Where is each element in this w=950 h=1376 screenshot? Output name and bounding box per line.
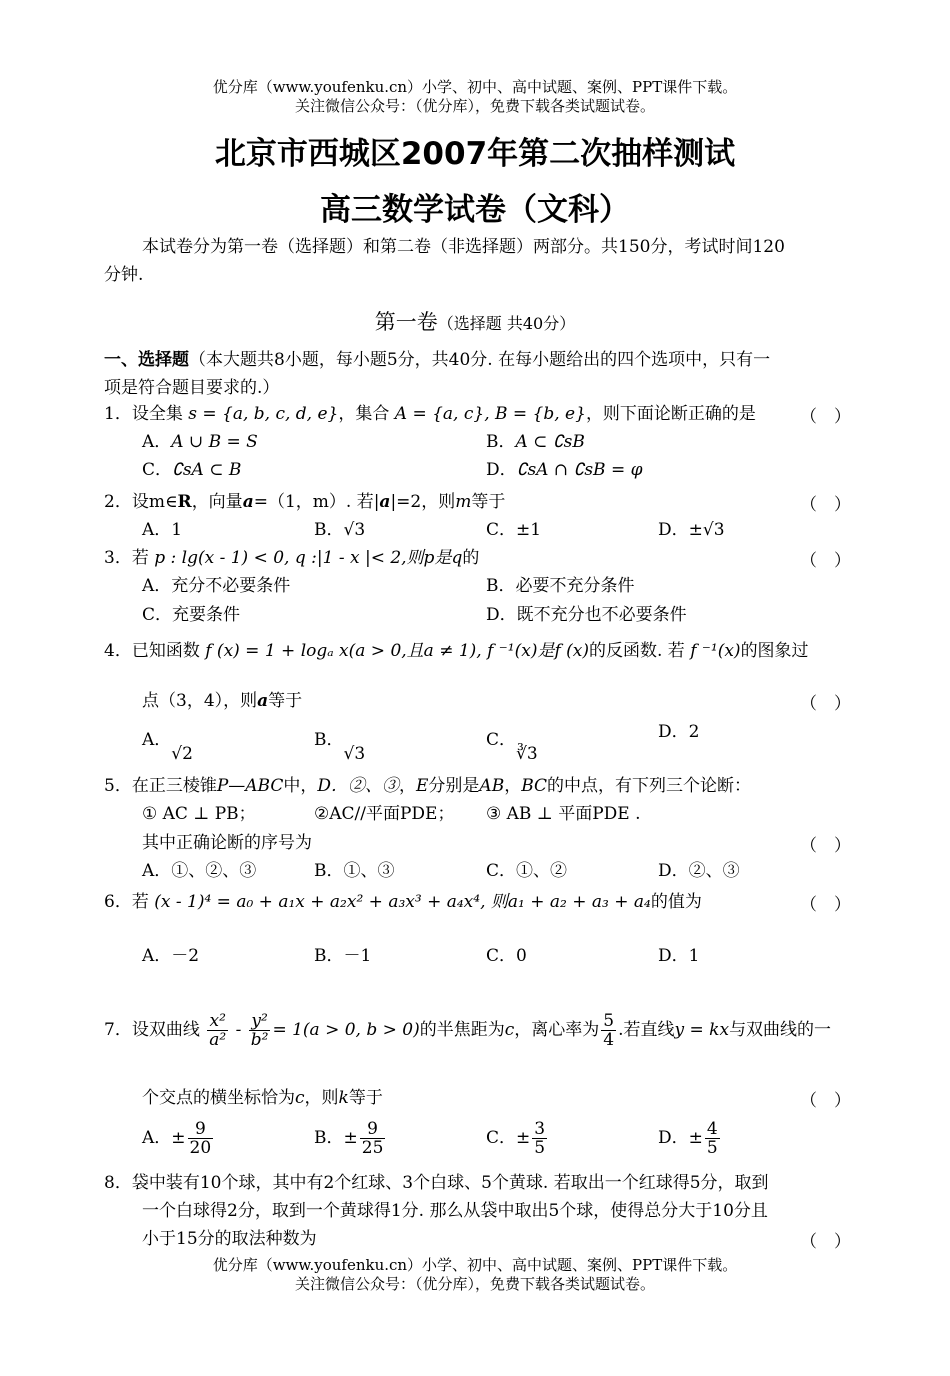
q4-line-2: [142, 689, 868, 713]
q1-sets: A = {a, c}, B = {b, e}: [394, 404, 586, 424]
q7-line: y = kx: [674, 1020, 730, 1040]
q8-line-1: 袋中装有10个球，其中有2个红球、3个白球、5个黄球. 若取出一个红球得5分，取到: [131, 1173, 769, 1193]
q4-mid: 的反函数. 若: [589, 641, 685, 661]
q5-t5: ，: [504, 776, 522, 796]
q7-b-label: B．: [314, 1128, 344, 1148]
q6-option-a: A．－2: [142, 946, 200, 966]
q1-text-a: 设全集: [131, 404, 183, 424]
q7-number: 7．: [104, 1020, 132, 1040]
q7-k: k: [338, 1088, 349, 1108]
q5-ask: 其中正确论断的序号为: [142, 833, 312, 853]
page-subtitle: 高三数学试卷（文科）: [320, 192, 630, 228]
q8-line-2: 一个白球得2分，取到一个黄球得1分. 那么从袋中取出5个球，使得总分大于10分且: [142, 1201, 768, 1221]
q5-statement-3: ③ AB ⊥ 平面PDE .: [486, 804, 641, 824]
q4-option-a: [142, 720, 193, 774]
q7-a-label: A．: [142, 1128, 172, 1148]
q4-c-label: C．: [486, 730, 517, 750]
q1-c-label: C．: [142, 460, 173, 480]
q2-number: 2．: [104, 492, 132, 512]
q7-line2-text: 个交点的横坐标恰为: [142, 1088, 295, 1108]
q7-e-num: 5: [603, 1011, 615, 1031]
q6-expression: (x - 1)⁴ = a₀ + a₁x + a₂x² + a₃x³ + a₄x⁴, 则a₁ + a₂ + a₃ + a₄: [154, 892, 651, 912]
q2-option-c: [486, 518, 541, 542]
header-line-1: 优分库（www.youfenku.cn）小学、初中、高中试题、案例、PPT课件下载。: [212, 78, 738, 96]
q7-a2: a²: [209, 1030, 227, 1050]
q4-b-label: B．: [314, 730, 344, 750]
q1-d-label: D．: [486, 460, 517, 480]
q7-option-b: [314, 1116, 387, 1160]
part1-note: （选择题 共40分）: [437, 314, 576, 333]
q7-minus: -: [230, 1020, 247, 1040]
q1-answer-blank: （ ）: [800, 407, 851, 427]
q3-option-b: B．必要不充分条件: [486, 576, 635, 596]
q7-b-num: 9: [360, 1120, 386, 1139]
q4-number: 4．: [104, 641, 132, 661]
q2-text-e: 等于: [471, 492, 506, 512]
q4-line2-tail: 等于: [268, 691, 303, 711]
q1-text-b: ，集合: [338, 404, 390, 424]
q7-d-den: 5: [706, 1138, 718, 1158]
q7-a-frac: [188, 1120, 214, 1157]
q4-option-d: D．2: [658, 722, 700, 742]
q2-vector-a-2: a: [379, 492, 391, 512]
question-1: [104, 402, 868, 426]
q8-answer-blank: （ ）: [800, 1232, 851, 1252]
question-2: [104, 490, 868, 514]
section-note-1: （本大题共8小题，每小题5分，共40分. 在每小题给出的四个选项中，只有一: [189, 350, 771, 370]
q2-d-label: D．: [658, 520, 689, 540]
q5-bc: BC: [521, 776, 548, 796]
q5-statement-2: ②AC//平面PDE；: [314, 804, 455, 824]
question-8: [104, 1171, 868, 1195]
q5-answer-blank: （ ）: [800, 836, 851, 856]
question-3: [104, 546, 868, 570]
q1-universal-set: s = {a, b, c, d, e}: [188, 404, 339, 424]
q8-number: 8．: [104, 1173, 132, 1193]
q7-c-num: 3: [534, 1119, 546, 1139]
q7-t5: 与双曲线的一: [729, 1020, 832, 1040]
q7-x2: x²: [207, 1012, 228, 1031]
q4-line2-text: 点（3，4），则: [142, 691, 258, 711]
q2-b-label: B．: [314, 520, 344, 540]
q7-c: c: [504, 1020, 515, 1040]
q4-tail: 的图象过: [740, 641, 809, 661]
header-line-2: 关注微信公众号：（优分库），免费下载各类试题试卷。: [294, 97, 655, 115]
q7-c-label: C．: [486, 1128, 517, 1148]
part1-heading: [0, 306, 950, 336]
q7-d-pm: ±: [688, 1128, 703, 1148]
q3-option-d: D．既不充分也不必要条件: [486, 605, 687, 625]
q7-b-den: 25: [361, 1138, 384, 1158]
q4-a-label: A．: [142, 730, 172, 750]
q7-e-den: 4: [603, 1030, 615, 1050]
q7-a-den: 20: [189, 1138, 212, 1158]
q1-number: 1．: [104, 404, 132, 424]
q5-t4: 分别是: [428, 776, 480, 796]
q7-c-frac: [532, 1120, 547, 1157]
q7-a-num: 9: [188, 1120, 214, 1139]
q4-option-c: [486, 720, 538, 774]
q6-option-b: B．－1: [314, 946, 372, 966]
q2-b-value: √3: [343, 520, 366, 540]
q7-c-den: 5: [534, 1138, 546, 1158]
q4-b-value: √3: [343, 744, 366, 764]
q5-t6: 的中点，有下列三个论断：: [547, 776, 752, 796]
q5-option-c: C．①、②: [486, 861, 568, 881]
q7-option-d: [658, 1116, 722, 1160]
q7-a-pm: ±: [171, 1128, 186, 1148]
q5-text: 在正三棱锥: [131, 776, 217, 796]
question-7: [104, 1012, 868, 1049]
q1-b-value: A ⊂ ∁sB: [515, 432, 585, 452]
q7-line2-c: c: [295, 1088, 305, 1108]
q4-answer-blank: （ ）: [800, 694, 851, 714]
q7-d-frac: [705, 1120, 720, 1157]
q4-a-value: √2: [171, 744, 193, 764]
q5-number: 5．: [104, 776, 132, 796]
q7-d-num: 4: [706, 1119, 718, 1139]
q1-a-value: A ∪ B = S: [171, 432, 258, 452]
q7-b-pm: ±: [343, 1128, 358, 1148]
q7-condition: = 1(a > 0, b > 0): [272, 1020, 420, 1040]
q2-option-b: [314, 518, 365, 542]
q7-option-a: [142, 1116, 215, 1160]
question-5: [104, 774, 868, 798]
q3-tail: 的: [462, 548, 480, 568]
q6-option-d: D．1: [658, 946, 700, 966]
question-4: [104, 634, 868, 668]
q5-t3: ，: [399, 776, 416, 796]
q7-t2: 的半焦距为: [419, 1020, 505, 1040]
section-note-2: 项是符合题目要求的.）: [104, 378, 280, 398]
q2-option-a: A．1: [142, 520, 183, 540]
part1-title: 第一卷: [374, 310, 438, 334]
q3-answer-blank: （ ）: [800, 551, 851, 571]
q7-answer-blank: （ ）: [800, 1091, 851, 1111]
q7-frac-x: [207, 1012, 228, 1049]
q7-y2: y²: [249, 1012, 271, 1031]
q1-b-label: B．: [486, 432, 516, 452]
q1-option-d: [486, 458, 643, 482]
q2-c-label: C．: [486, 520, 517, 540]
q7-eccentricity: [601, 1012, 616, 1049]
q6-option-c: C．0: [486, 946, 527, 966]
footer-line-1: 优分库（www.youfenku.cn）小学、初中、高中试题、案例、PPT课件下载。: [212, 1256, 738, 1274]
q1-a-label: A．: [142, 432, 172, 452]
q3-option-c: C．充要条件: [142, 605, 241, 625]
q2-reals: R: [177, 492, 192, 512]
question-6: [104, 890, 868, 914]
q6-tail: 的值为: [650, 892, 702, 912]
q4-a: a: [257, 691, 269, 711]
intro-line-2: 分钟.: [104, 265, 144, 285]
q5-pyramid: P—ABC: [216, 776, 284, 796]
q2-d-value: ±√3: [688, 520, 725, 540]
q7-c-pm: ±: [516, 1128, 531, 1148]
q4-option-b: [314, 720, 365, 774]
q7-text: 设双曲线: [131, 1020, 200, 1040]
q7-t4: .若直线: [618, 1020, 675, 1040]
q5-ab: AB: [479, 776, 505, 796]
q2-text-c: =（1，m）. 若|: [253, 492, 380, 512]
q5-e: E: [416, 776, 429, 796]
q7-b-frac: [360, 1120, 386, 1157]
q8-line-3: 小于15分的取法种数为: [142, 1229, 317, 1249]
q1-option-b: [486, 430, 585, 454]
q1-d-value: ∁sA ∩ ∁sB = φ: [516, 460, 643, 480]
q1-option-c: [142, 458, 241, 482]
q2-text-a: 设m∈: [131, 492, 178, 512]
q6-text: 若: [131, 892, 149, 912]
q2-text-d: |=2，则: [390, 492, 456, 512]
q4-c-value: ∛3: [516, 744, 538, 764]
q2-answer-blank: （ ）: [800, 495, 851, 515]
page-title: 北京市西城区2007年第二次抽样测试: [214, 136, 736, 172]
intro-line-1: 本试卷分为第一卷（选择题）和第二卷（非选择题）两部分。共150分，考试时间120: [142, 237, 785, 257]
q2-c-value: ±1: [516, 520, 542, 540]
q4-expression: f (x) = 1 + logₐ x(a > 0,且a ≠ 1), f ⁻¹(x)是f (x): [205, 641, 589, 661]
q3-text: 若: [131, 548, 149, 568]
q5-option-b: B．①、③: [314, 861, 395, 881]
q1-c-value: ∁sA ⊂ B: [172, 460, 242, 480]
section-heading: [104, 348, 868, 372]
q2-vector-a: a: [242, 492, 254, 512]
q3-number: 3．: [104, 548, 132, 568]
q7-line2-t: ，则: [304, 1088, 339, 1108]
q7-d-label: D．: [658, 1128, 689, 1148]
q7-line2-tail: 等于: [348, 1088, 383, 1108]
q3-option-a: A．充分不必要条件: [142, 576, 291, 596]
q6-answer-blank: （ ）: [800, 895, 851, 915]
q2-m: m: [455, 492, 472, 512]
q5-t2: 中，: [283, 776, 318, 796]
section-label: 一、选择题: [104, 350, 189, 370]
q7-frac-y: [249, 1012, 271, 1049]
q1-text-c: ，则下面论断正确的是: [585, 404, 756, 424]
q2-option-d: [658, 518, 725, 542]
q3-expression: p : lg(x - 1) < 0, q :|1 - x |< 2,则p是q: [154, 548, 463, 568]
q5-option-a: A．①、②、③: [142, 861, 257, 881]
q4-text: 已知函数: [131, 641, 200, 661]
q2-text-b: ，向量: [191, 492, 243, 512]
q5-option-d: D．②、③: [658, 861, 740, 881]
q7-t3: ，离心率为: [514, 1020, 600, 1040]
q7-b2: b²: [250, 1030, 269, 1050]
q5-statement-1: ① AC ⊥ PB；: [142, 804, 256, 824]
q1-option-a: [142, 430, 258, 454]
q4-inverse: f ⁻¹(x): [690, 641, 741, 661]
footer-line-2: 关注微信公众号：（优分库），免费下载各类试题试卷。: [294, 1275, 655, 1293]
q7-option-c: [486, 1116, 549, 1160]
q5-d: D．②、③: [317, 776, 399, 796]
q7-line-2: [142, 1086, 868, 1110]
q6-number: 6．: [104, 892, 132, 912]
